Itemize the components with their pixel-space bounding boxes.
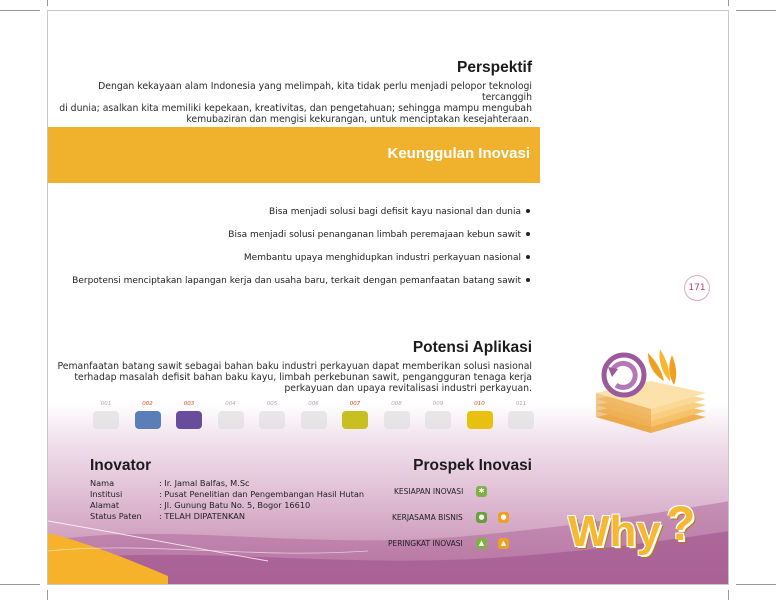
category-number: 010 bbox=[474, 401, 485, 407]
medal-icon: ● bbox=[476, 512, 487, 523]
perspektif-line: di dunia; asalkan kita memiliki kepekaan, kreativitas, dan pengetahuan; sehingga mampu mengubah bbox=[59, 103, 532, 114]
inovator-label: Status Paten bbox=[90, 511, 142, 521]
brochure-page bbox=[47, 10, 729, 585]
category-icon-005 bbox=[252, 401, 292, 441]
why-logo-word: Why bbox=[568, 507, 661, 556]
category-icon-008 bbox=[377, 401, 417, 441]
category-number: 002 bbox=[142, 401, 153, 407]
crop-mark bbox=[47, 0, 48, 6]
keunggulan-item-text: Berpotensi menciptakan lapangan kerja dan usaha baru, terkait dengan pemanfaatan batang sawit bbox=[72, 276, 521, 286]
category-shape-icon bbox=[342, 411, 368, 429]
inovator-value: : Ir. Jamal Balfas, M.Sc bbox=[159, 478, 250, 488]
category-shape-icon bbox=[218, 411, 244, 429]
inovator-value: : Pusat Penelitian dan Pengembangan Hasil Hutan bbox=[159, 489, 365, 499]
thumbs-up-icon: ▲ bbox=[476, 538, 487, 549]
crop-mark bbox=[728, 590, 729, 600]
keunggulan-band bbox=[48, 127, 540, 183]
category-number: 004 bbox=[225, 401, 236, 407]
category-number: 001 bbox=[100, 401, 112, 407]
inovator-label: Institusi bbox=[90, 489, 123, 499]
keunggulan-item-text: Membantu upaya menghidupkan industri perkayuan nasional bbox=[243, 253, 521, 263]
keunggulan-list bbox=[72, 207, 530, 299]
bullet-dot-icon bbox=[526, 209, 530, 213]
category-icon-003 bbox=[169, 401, 209, 441]
keunggulan-title: Keunggulan Inovasi bbox=[387, 145, 530, 162]
crop-mark bbox=[736, 10, 776, 11]
thumbs-up-icon: ▲ bbox=[498, 538, 509, 549]
potensi-paragraph bbox=[58, 361, 533, 394]
category-icon-004 bbox=[211, 401, 251, 441]
medal-icon: ● bbox=[498, 512, 509, 523]
category-icon-row bbox=[86, 401, 536, 441]
category-number: 005 bbox=[266, 401, 278, 407]
category-number: 003 bbox=[183, 401, 195, 407]
perspektif-line: kemubaziran dan mengisi kekurangan, untuk menciptakan kesejahteraan. bbox=[186, 114, 532, 125]
crop-mark bbox=[736, 584, 776, 585]
prospek-label-kerjasama: KERJASAMA BISNIS bbox=[392, 513, 463, 522]
category-icon-001 bbox=[86, 401, 126, 441]
category-shape-icon bbox=[467, 411, 493, 429]
category-shape-icon bbox=[93, 411, 119, 429]
crop-mark bbox=[728, 0, 729, 6]
category-shape-icon bbox=[508, 411, 534, 429]
category-icon-010 bbox=[460, 401, 500, 441]
potensi-line: Pemanfaatan batang sawit sebagai bahan baku industri perkayuan dapat memberikan solusi nasional bbox=[57, 361, 532, 372]
keunggulan-item bbox=[72, 253, 530, 276]
page-number: 171 bbox=[684, 275, 710, 301]
category-icon-002 bbox=[128, 401, 168, 441]
bullet-dot-icon bbox=[526, 232, 530, 236]
category-number: 011 bbox=[515, 401, 527, 407]
category-shape-icon bbox=[135, 411, 161, 429]
perspektif-line: Dengan kekayaan alam Indonesia yang melimpah, kita tidak perlu menjadi pelopor teknologi tercanggih bbox=[98, 81, 532, 103]
bullet-dot-icon bbox=[526, 278, 530, 282]
inovator-value: : TELAH DIPATENKAN bbox=[159, 511, 245, 521]
gear-icon: ✱ bbox=[476, 486, 487, 497]
why-logo-question-mark: ? bbox=[666, 498, 696, 551]
category-shape-icon bbox=[176, 411, 202, 429]
category-shape-icon bbox=[301, 411, 327, 429]
inovator-labels bbox=[90, 478, 142, 522]
category-number: 008 bbox=[391, 401, 402, 407]
category-icon-006 bbox=[294, 401, 334, 441]
inovator-values bbox=[159, 478, 364, 522]
keunggulan-item-text: Bisa menjadi solusi penanganan limbah peremajaan kebun sawit bbox=[228, 230, 521, 240]
crop-mark bbox=[47, 590, 48, 600]
potensi-title: Potensi Aplikasi bbox=[412, 339, 532, 356]
category-icon-009 bbox=[418, 401, 458, 441]
perspektif-paragraph bbox=[48, 81, 532, 125]
category-shape-icon bbox=[425, 411, 451, 429]
category-number: 009 bbox=[432, 401, 444, 407]
keunggulan-item bbox=[72, 230, 530, 253]
category-icon-011 bbox=[501, 401, 541, 441]
keunggulan-item bbox=[72, 207, 530, 230]
potensi-line: perkayuan dan upaya revitalisasi industri perkayuan. bbox=[284, 383, 532, 394]
crop-mark bbox=[0, 584, 40, 585]
prospek-label-peringkat: PERINGKAT INOVASI bbox=[388, 539, 463, 548]
inovator-label: Alamat bbox=[90, 500, 120, 510]
category-icon-007 bbox=[335, 401, 375, 441]
inovator-label: Nama bbox=[90, 478, 115, 488]
category-shape-icon bbox=[259, 411, 285, 429]
category-number: 007 bbox=[349, 401, 361, 407]
category-shape-icon bbox=[384, 411, 410, 429]
inovator-title: Inovator bbox=[90, 457, 152, 474]
crop-mark bbox=[0, 10, 40, 11]
perspektif-title: Perspektif bbox=[457, 59, 532, 76]
keunggulan-item-text: Bisa menjadi solusi bagi defisit kayu nasional dan dunia bbox=[269, 207, 521, 217]
prospek-label-kesiapan: KESIAPAN INOVASI bbox=[394, 487, 464, 496]
prospek-title: Prospek Inovasi bbox=[413, 457, 532, 474]
bullet-dot-icon bbox=[526, 255, 530, 259]
category-number: 006 bbox=[308, 401, 319, 407]
plywood-recycle-illustration bbox=[586, 347, 716, 443]
potensi-line: terhadap masalah defisit bahan baku kayu, limbah perkebunan sawit, pengangguran tenaga kerja bbox=[74, 372, 532, 383]
keunggulan-item bbox=[72, 276, 530, 299]
inovator-value: : Jl. Gunung Batu No. 5, Bogor 16610 bbox=[159, 500, 311, 510]
